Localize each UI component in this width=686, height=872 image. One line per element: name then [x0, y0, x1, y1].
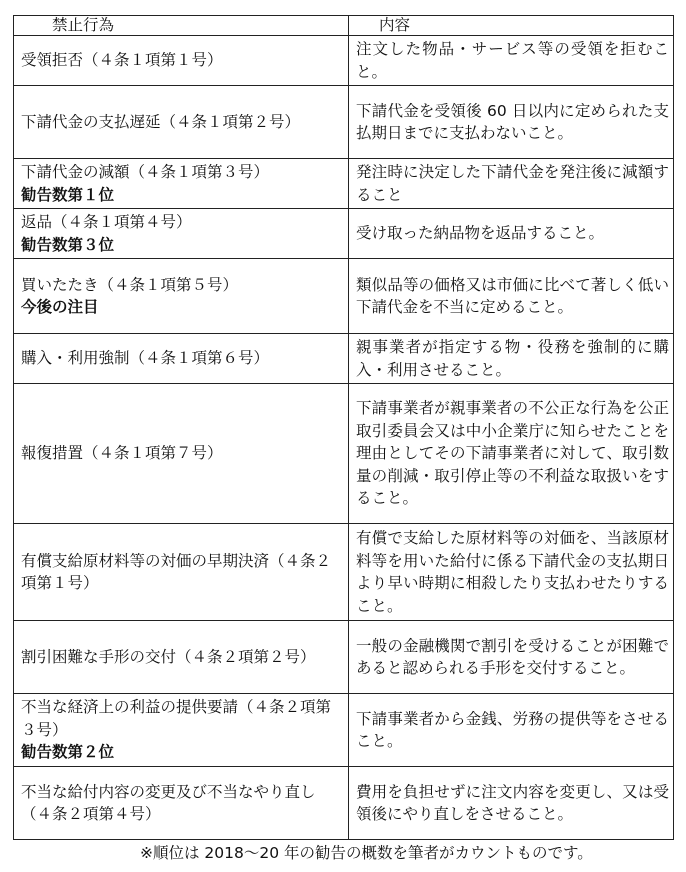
prohibited-act-text: 不当な経済上の利益の提供要請（４条２項第３号）	[21, 698, 332, 739]
prohibited-act-cell	[14, 259, 349, 334]
prohibited-act-cell	[14, 524, 349, 621]
table-row	[14, 384, 674, 524]
table-row	[14, 334, 674, 384]
content-cell: 下請代金を受領後 60 日以内に定められた支払期日までに支払わないこと。	[349, 86, 674, 159]
prohibited-act-text: 下請代金の支払遅延（４条１項第２号）	[21, 112, 301, 131]
prohibited-act-text: 返品（４条１項第４号）	[21, 213, 192, 231]
prohibited-act-cell	[14, 209, 349, 259]
content-cell: 親事業者が指定する物・役務を強制的に購入・利用させること。	[349, 334, 674, 384]
prohibited-act-text: 買いたたき（４条１項第５号）	[21, 275, 239, 294]
prohibited-act-cell	[14, 694, 349, 767]
table-row	[14, 159, 674, 209]
content-cell: 受け取った納品物を返品すること。	[349, 209, 674, 259]
content-cell: 下請事業者が親事業者の不公正な行為を公正取引委員会又は中小企業庁に知らせたことを理由としてその下請事業者に対して、取引数量の削減・取引停止等の不利益な取扱いをすること。	[349, 384, 674, 524]
table-row	[14, 524, 674, 621]
recommendation-rank: 勧告数第１位	[21, 185, 115, 204]
table-header-row	[14, 16, 674, 36]
header-prohibited-act: 禁止行為	[14, 16, 349, 36]
table-row	[14, 86, 674, 159]
content-cell: 費用を負担せずに注文内容を変更し、又は受領後にやり直しをさせること。	[349, 767, 674, 840]
prohibited-act-text: 下請代金の減額（４条１項第３号）	[21, 163, 270, 181]
content-cell: 有償で支給した原材料等の対価を、当該原材料等を用いた給付に係る下請代金の支払期日より早い時期に相殺したり支払わせたりすること。	[349, 524, 674, 621]
recommendation-rank: 今後の注目	[21, 298, 99, 316]
prohibited-act-cell	[14, 159, 349, 209]
table-row	[14, 767, 674, 840]
recommendation-rank: 勧告数第３位	[21, 235, 115, 254]
recommendation-rank: 勧告数第２位	[21, 743, 115, 762]
prohibited-act-text: 受領拒否（４条１項第１号）	[21, 51, 223, 70]
table-row	[14, 259, 674, 334]
table-row	[14, 621, 674, 694]
prohibited-act-text: 報復措置（４条１項第７号）	[21, 444, 223, 463]
prohibited-act-text: 有償支給原材料等の対価の早期決済（４条２項第１号）	[21, 551, 332, 592]
content-cell: 発注時に決定した下請代金を発注後に減額すること	[349, 159, 674, 209]
content-cell: 下請事業者から金銭、労務の提供等をさせること。	[349, 694, 674, 767]
prohibited-acts-table-wrapper	[13, 15, 673, 840]
table-row	[14, 209, 674, 259]
prohibited-act-text: 購入・利用強制（４条１項第６号）	[21, 349, 270, 368]
content-cell: 一般の金融機関で割引を受けることが困難であると認められる手形を交付すること。	[349, 621, 674, 694]
prohibited-act-text: 割引困難な手形の交付（４条２項第２号）	[21, 647, 316, 666]
prohibited-act-text: 不当な給付内容の変更及び不当なやり直し（４条２項第４号）	[21, 782, 316, 823]
prohibited-act-cell	[14, 621, 349, 694]
prohibited-act-cell	[14, 36, 349, 86]
prohibited-act-cell	[14, 86, 349, 159]
table-row	[14, 694, 674, 767]
table-row	[14, 36, 674, 86]
content-cell: 類似品等の価格又は市価に比べて著しく低い下請代金を不当に定めること。	[349, 259, 674, 334]
prohibited-act-cell	[14, 384, 349, 524]
content-cell: 注文した物品・サービス等の受領を拒むこと。	[349, 36, 674, 86]
prohibited-act-cell	[14, 334, 349, 384]
footnote: ※順位は 2018～20 年の勧告の概数を筆者がカウントものです。	[140, 844, 593, 862]
prohibited-act-cell	[14, 767, 349, 840]
header-content: 内容	[349, 16, 674, 36]
prohibited-acts-table	[13, 15, 674, 840]
